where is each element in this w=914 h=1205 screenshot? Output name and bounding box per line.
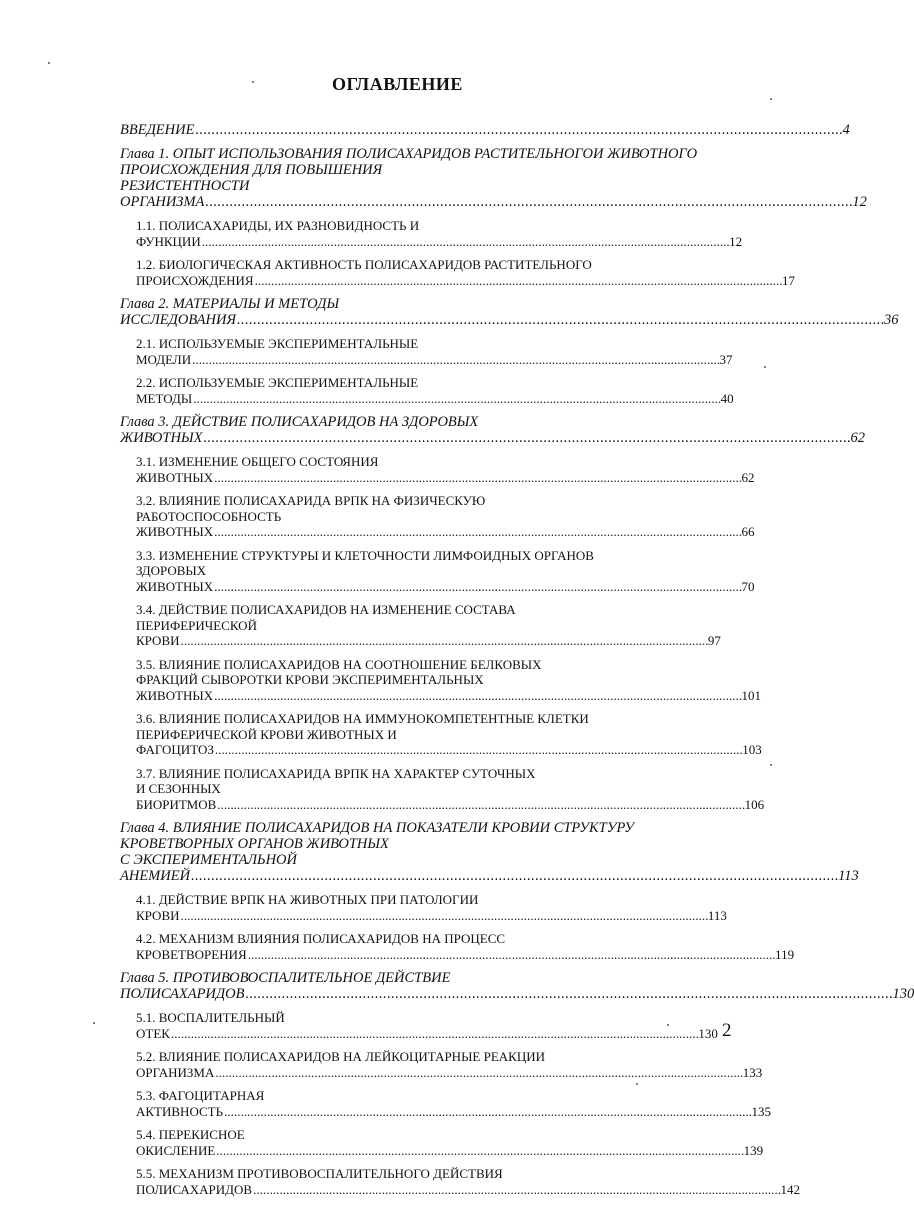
toc-entry-line: Глава 4. ВЛИЯНИЕ ПОЛИСАХАРИДОВ НА ПОКАЗАТЕЛИ КРОВИ (120, 820, 540, 836)
dot-leader (202, 234, 728, 249)
toc-page-number: 133 (742, 1064, 763, 1080)
toc-page-number: 40 (720, 390, 734, 406)
dot-leader (191, 868, 837, 884)
page-title: ОГЛАВЛЕНИЕ (332, 74, 463, 94)
toc-entry-last-line (136, 336, 737, 367)
toc-entry-line: Глава 1. ОПЫТ ИСПОЛЬЗОВАНИЯ ПОЛИСАХАРИДОВ РАСТИТЕЛЬНОГО (120, 146, 594, 162)
toc-entry-last-line (136, 272, 795, 289)
table-of-contents (120, 122, 914, 1205)
toc-entry-block (136, 711, 762, 758)
toc-section-entry[interactable] (120, 257, 795, 288)
toc-section-entry[interactable] (120, 547, 755, 595)
dot-leader (248, 947, 774, 962)
scan-speck (636, 1083, 638, 1085)
toc-section-entry[interactable] (120, 1010, 737, 1041)
toc-entry-last-line (136, 1088, 771, 1119)
toc-page-number: 135 (751, 1103, 771, 1119)
toc-page-number: 37 (719, 351, 733, 367)
toc-entry-block (120, 122, 850, 138)
toc-section-entry[interactable] (120, 1049, 763, 1080)
scan-speck (252, 81, 254, 83)
toc-entry-title: КРОВЕТВОРЕНИЯ (136, 946, 247, 962)
scan-speck (764, 366, 766, 368)
toc-entry-block (136, 1010, 737, 1041)
toc-entry-title: 4.1. ДЕЙСТВИЕ ВРПК НА ЖИВОТНЫХ ПРИ ПАТОЛОГИИ КРОВИ (136, 892, 479, 923)
dot-leader (216, 1143, 742, 1158)
toc-section-entry[interactable] (120, 892, 737, 923)
toc-entry-block (136, 493, 755, 540)
toc-section-entry[interactable] (120, 711, 762, 758)
toc-entry-block (136, 454, 755, 485)
toc-entry-title: Глава 3. ДЕЙСТВИЕ ПОЛИСАХАРИДОВ НА ЗДОРОВЫХ ЖИВОТНЫХ (120, 414, 479, 446)
scan-speck (770, 98, 772, 100)
toc-entry-title: 1.1. ПОЛИСАХАРИДЫ, ИХ РАЗНОВИДНОСТЬ И ФУНКЦИИ (136, 218, 420, 249)
toc-section-entry[interactable] (120, 656, 762, 704)
toc-page-number: 113 (707, 907, 727, 923)
dot-leader (214, 524, 740, 539)
toc-entry-title: ОРГАНИЗМА (136, 1064, 215, 1080)
dot-leader (195, 122, 841, 138)
toc-page-number: 113 (838, 868, 859, 884)
toc-entry-block (120, 414, 865, 446)
dot-leader (214, 470, 740, 485)
toc-entry-last-line (136, 375, 737, 406)
toc-chapter-entry[interactable] (120, 414, 865, 446)
toc-entry-title: РЕЗИСТЕНТНОСТИ ОРГАНИЗМА (120, 178, 250, 210)
toc-entry-last-line (136, 726, 762, 758)
toc-page-number: 103 (742, 742, 762, 757)
toc-page-number: 12 (852, 194, 867, 210)
dot-leader (192, 352, 718, 367)
dot-leader (181, 633, 707, 648)
scan-speck (93, 1022, 95, 1024)
toc-entry-title: ПОЛИСАХАРИДОВ (136, 1181, 253, 1197)
toc-entry-block (120, 820, 859, 884)
toc-entry-title: ПЕРИФЕРИЧЕСКОЙ КРОВИ (136, 617, 257, 648)
toc-section-entry[interactable] (120, 602, 737, 649)
toc-entry-line: 3.5. ВЛИЯНИЕ ПОЛИСАХАРИДОВ НА СООТНОШЕНИЕ БЕЛКОВЫХ (136, 656, 542, 672)
toc-entry-title: ЗДОРОВЫХ ЖИВОТНЫХ (136, 563, 214, 594)
toc-entry-block (136, 1166, 800, 1197)
toc-entry-last-line (120, 296, 899, 328)
toc-page-number: 12 (729, 233, 743, 249)
toc-entry-title: ФРАКЦИЙ СЫВОРОТКИ КРОВИ ЭКСПЕРИМЕНТАЛЬНЫХ ЖИВОТНЫХ (136, 672, 484, 703)
toc-entry-block (136, 1127, 764, 1158)
toc-chapter-entry[interactable] (120, 970, 914, 1002)
page-number: 2 (722, 1020, 732, 1041)
toc-section-entry[interactable] (120, 1127, 764, 1158)
toc-section-entry[interactable] (120, 454, 755, 485)
dot-leader (215, 742, 741, 757)
toc-entry-title: 2.1. ИСПОЛЬЗУЕМЫЕ ЭКСПЕРИМЕНТАЛЬНЫЕ МОДЕЛИ (136, 336, 419, 367)
toc-entry-last-line (120, 414, 865, 446)
toc-entry-title: 2.2. ИСПОЛЬЗУЕМЫЕ ЭКСПЕРИМЕНТАЛЬНЫЕ МЕТОДЫ (136, 375, 419, 406)
toc-entry-last-line (136, 563, 755, 594)
toc-entry-line: 1.2. БИОЛОГИЧЕСКАЯ АКТИВНОСТЬ ПОЛИСАХАРИДОВ РАСТИТЕЛЬНОГО (136, 257, 592, 272)
toc-section-entry[interactable] (120, 1088, 771, 1119)
dot-leader (253, 1182, 779, 1197)
toc-entry-last-line (136, 218, 743, 249)
toc-entry-last-line (120, 852, 859, 884)
toc-entry-title: ПРОИСХОЖДЕНИЯ (136, 272, 254, 288)
toc-page-number: 139 (743, 1142, 764, 1158)
scan-speck (667, 1024, 669, 1026)
toc-entry-line: 4.2. МЕХАНИЗМ ВЛИЯНИЯ ПОЛИСАХАРИДОВ НА ПРОЦЕСС (136, 931, 506, 946)
toc-page-number: 101 (741, 687, 762, 703)
toc-entry-title: 5.4. ПЕРЕКИСНОЕ ОКИСЛЕНИЕ (136, 1127, 245, 1158)
toc-entry-block (136, 336, 737, 367)
dot-leader (181, 908, 707, 923)
toc-entry-last-line (136, 781, 765, 812)
toc-page-number: 97 (707, 633, 721, 648)
toc-entry-title: Глава 5. ПРОТИВОВОСПАЛИТЕЛЬНОЕ ДЕЙСТВИЕ ПОЛИСАХАРИДОВ (120, 970, 451, 1002)
toc-entry-line: 3.6. ВЛИЯНИЕ ПОЛИСАХАРИДОВ НА ИММУНОКОМПЕТЕНТНЫЕ КЛЕТКИ (136, 711, 589, 726)
toc-entry-last-line (136, 1181, 800, 1198)
toc-entry-last-line (136, 672, 762, 703)
toc-entry-block (136, 931, 795, 962)
dot-leader (215, 1065, 741, 1080)
toc-entry-last-line (136, 946, 795, 963)
toc-entry-last-line (136, 892, 737, 923)
toc-chapter-entry[interactable] (120, 146, 867, 210)
toc-entry-title: Глава 2. МАТЕРИАЛЫ И МЕТОДЫ ИССЛЕДОВАНИЯ (120, 296, 340, 328)
toc-page-number: 130 (892, 986, 914, 1002)
dot-leader (255, 273, 781, 288)
toc-chapter-entry[interactable] (120, 122, 850, 138)
toc-entry-last-line (136, 454, 755, 485)
toc-entry-last-line (136, 618, 737, 649)
dot-leader (205, 194, 851, 210)
toc-section-entry[interactable] (120, 375, 737, 406)
toc-page-number: 130 (698, 1025, 718, 1041)
dot-leader (237, 312, 883, 328)
toc-section-entry[interactable] (120, 1166, 800, 1197)
toc-entry-line: 3.2. ВЛИЯНИЕ ПОЛИСАХАРИДА ВРПК НА ФИЗИЧЕСКУЮ (136, 493, 486, 508)
dot-leader (217, 797, 743, 812)
toc-entry-last-line (120, 970, 914, 1002)
toc-page-number: 70 (741, 578, 755, 594)
toc-entry-line: И ЖИВОТНОГО ПРОИСХОЖДЕНИЯ ДЛЯ ПОВЫШЕНИЯ (120, 146, 698, 178)
dot-leader (193, 391, 719, 406)
toc-entry-title: 5.1. ВОСПАЛИТЕЛЬНЫЙ ОТЕК (136, 1010, 285, 1041)
toc-entry-line: 3.3. ИЗМЕНЕНИЕ СТРУКТУРЫ И КЛЕТОЧНОСТИ ЛИМФОИДНЫХ ОРГАНОВ (136, 547, 594, 563)
toc-entry-block (136, 1049, 763, 1080)
toc-page-number: 17 (781, 272, 795, 288)
toc-entry-last-line (136, 1010, 737, 1041)
toc-entry-block (136, 257, 795, 288)
toc-entry-title: С ЭКСПЕРИМЕНТАЛЬНОЙ АНЕМИЕЙ (120, 852, 297, 884)
toc-entry-block (120, 970, 914, 1002)
toc-page-number: 119 (775, 946, 795, 962)
toc-section-entry[interactable] (120, 765, 765, 813)
toc-entry-block (120, 146, 867, 210)
toc-entry-last-line (136, 508, 755, 540)
dot-leader (203, 430, 849, 446)
toc-entry-block (136, 765, 765, 813)
toc-section-entry[interactable] (120, 493, 755, 540)
toc-entry-title: ПЕРИФЕРИЧЕСКОЙ КРОВИ ЖИВОТНЫХ И ФАГОЦИТОЗ (136, 726, 397, 757)
toc-chapter-entry[interactable] (120, 820, 859, 884)
dot-leader (214, 579, 740, 594)
toc-entry-last-line (136, 1127, 764, 1158)
toc-entry-block (136, 892, 737, 923)
toc-entry-block (136, 602, 737, 649)
toc-entry-last-line (120, 178, 867, 210)
toc-entry-line: 3.7. ВЛИЯНИЕ ПОЛИСАХАРИДА ВРПК НА ХАРАКТЕР СУТОЧНЫХ (136, 765, 536, 781)
toc-page-number: 4 (842, 122, 850, 138)
toc-entry-line: 3.4. ДЕЙСТВИЕ ПОЛИСАХАРИДОВ НА ИЗМЕНЕНИЕ СОСТАВА (136, 602, 516, 617)
scan-speck (48, 62, 50, 64)
toc-entry-block (136, 547, 755, 595)
toc-page-number: 142 (780, 1181, 800, 1197)
toc-page-number: 106 (744, 796, 765, 812)
toc-entry-block (120, 296, 899, 328)
toc-entry-block (136, 656, 762, 704)
dot-leader (224, 1104, 750, 1119)
toc-section-entry[interactable] (120, 336, 737, 367)
toc-entry-title: РАБОТОСПОСОБНОСТЬ ЖИВОТНЫХ (136, 508, 282, 539)
toc-entry-last-line (120, 122, 850, 138)
toc-entry-last-line (136, 1064, 763, 1081)
toc-entry-block (136, 375, 737, 406)
toc-entry-block (136, 1088, 771, 1119)
toc-section-entry[interactable] (120, 931, 795, 962)
toc-entry-line: 5.2. ВЛИЯНИЕ ПОЛИСАХАРИДОВ НА ЛЕЙКОЦИТАРНЫЕ РЕАКЦИИ (136, 1049, 545, 1064)
toc-entry-block (136, 218, 743, 249)
dot-leader (214, 688, 740, 703)
toc-entry-title: И СЕЗОННЫХ БИОРИТМОВ (136, 781, 221, 812)
toc-page-number: 66 (741, 524, 755, 539)
toc-entry-title: 5.3. ФАГОЦИТАРНАЯ АКТИВНОСТЬ (136, 1088, 265, 1119)
toc-section-entry[interactable] (120, 218, 743, 249)
toc-entry-title: 3.1. ИЗМЕНЕНИЕ ОБЩЕГО СОСТОЯНИЯ ЖИВОТНЫХ (136, 454, 379, 485)
dot-leader (171, 1026, 697, 1041)
toc-chapter-entry[interactable] (120, 296, 899, 328)
toc-entry-title: ВВЕДЕНИЕ (120, 122, 195, 138)
toc-entry-line: И СТРУКТУРУ КРОВЕТВОРНЫХ ОРГАНОВ ЖИВОТНЫХ (120, 820, 635, 852)
toc-page-number: 62 (741, 469, 755, 485)
dot-leader (245, 986, 891, 1002)
toc-page-number: 36 (883, 312, 899, 328)
toc-page-number: 62 (850, 430, 865, 446)
scan-speck (770, 764, 772, 766)
toc-entry-line: 5.5. МЕХАНИЗМ ПРОТИВОВОСПАЛИТЕЛЬНОГО ДЕЙСТВИЯ (136, 1166, 503, 1181)
